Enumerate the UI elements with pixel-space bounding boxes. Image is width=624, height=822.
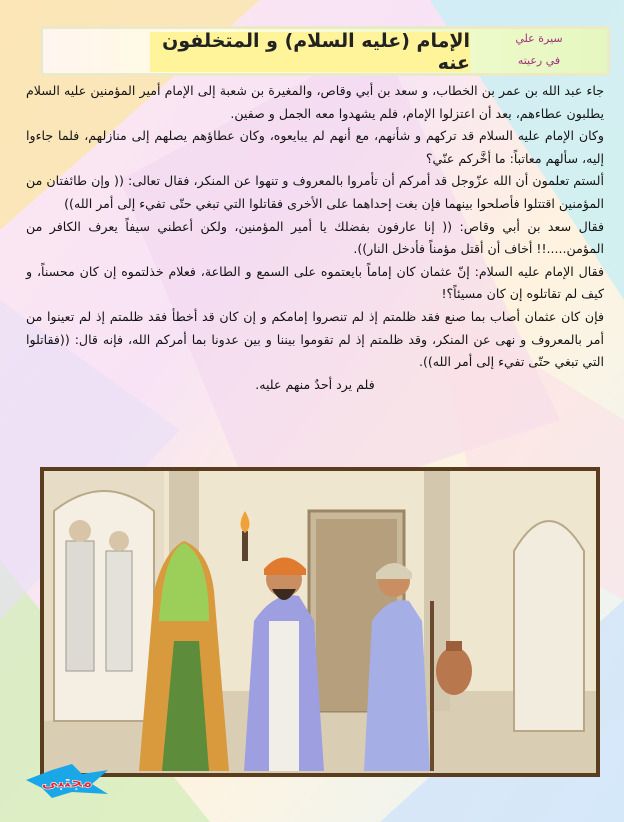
paragraph: فإن كان عثمان أصاب بما صنع فقد ظلمتم إذ لم تنصروا إمامكم و إن كان قد أخطأ فقد ظلمتم إذ لم تعينوا من أمر بالمعروف و نهى عن المنكر، وقد ظلمتم إذ لم تقوموا بيننا و بين عدونا بما أمركم الله، فإنه قال: ((فقاتلوا التي تبغي حتّى تفيء إلى أمر الله)). bbox=[26, 308, 604, 370]
paragraph: فقال الإمام عليه السلام: إنّ عثمان كان إماماً بايعتموه على السمع و الطاعة، فعلام خذلتموه إن كان محسناً، و كيف لم تقاتلوه إن كان مسيئاً؟! bbox=[26, 263, 604, 302]
logo-text: مجتبى bbox=[41, 772, 93, 791]
page-title: الإمام (عليه السلام) و المتخلفون عنه bbox=[150, 32, 470, 72]
paragraph: فقال سعد بن أبي وقاص: (( إنا عارفون بفضلك يا أمير المؤمنين، ولكن أعطني سيفاً يعرف الكافر من المؤمن.....!! أخاف أن أقتل مؤمناً فأدخل النار)). bbox=[26, 218, 604, 257]
series-label bbox=[504, 28, 574, 72]
illustration-scene bbox=[44, 471, 596, 773]
series-label-line1: سيرة علي bbox=[515, 32, 563, 45]
paragraph: وكان الإمام عليه السلام قد تركهم و شأنهم، مع أنهم لم يبايعوه، وكان عطاؤهم يصلهم إلى منازلهم، فلما جاءوا إليه، سألهم معاتباً: ما أخَّركم عنّي؟ bbox=[26, 128, 604, 166]
paragraph: فلم يرد أحدٌ منهم عليه. bbox=[255, 376, 375, 392]
paragraph: جاء عبد الله بن عمر بن الخطاب، و سعد بن أبي وقاص، والمغيرة بن شعبة إلى الإمام أمير المؤمنين عليه السلام يطلبون عطاءهم، بعد أن اعتزلوا الإمام، فلم يشهدوا معه الجمل و صفين. bbox=[26, 83, 604, 121]
mujtaba-logo bbox=[22, 760, 112, 800]
story-text bbox=[26, 80, 604, 396]
series-label-line2: في رعيته bbox=[517, 54, 561, 67]
paragraph: ألستم تعلمون أن الله عزّوجل قد أمركم أن تأمروا بالمعروف و تنهوا عن المنكر، فقال تعالى: (( وإن طائفتان من المؤمنين اقتتلوا فأصلحوا بينهما فإن بغت إحداهما على الأخرى فقاتلوا التي تبغي حتّى تفيء إلى أمر الله)) bbox=[26, 173, 604, 211]
story-illustration bbox=[40, 467, 600, 777]
